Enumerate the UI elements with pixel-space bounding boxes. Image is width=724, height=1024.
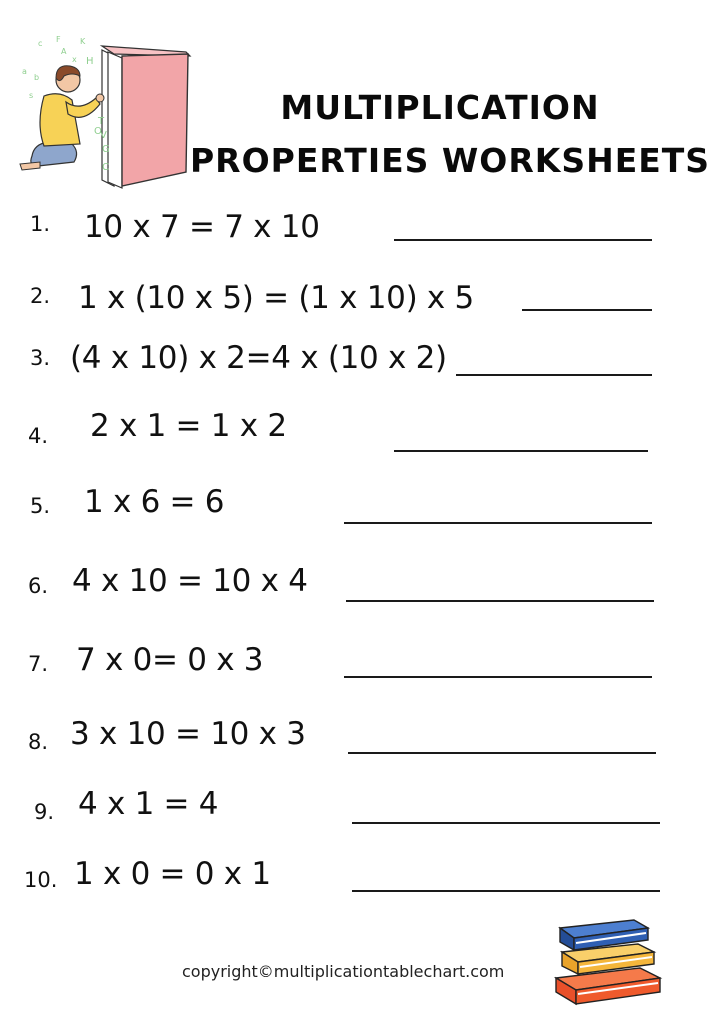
floating-letters — [22, 35, 86, 100]
letter: C — [102, 162, 109, 173]
problem-number: 1. — [30, 212, 51, 236]
book-stack-icon — [548, 912, 666, 1008]
letter: V — [100, 130, 107, 141]
problem-number: 10. — [24, 868, 58, 892]
answer-line[interactable] — [352, 822, 660, 824]
answer-line[interactable] — [394, 239, 652, 241]
letter: G — [102, 144, 110, 155]
letter: O — [94, 126, 102, 137]
answer-line[interactable] — [394, 450, 648, 452]
problem-number: 4. — [28, 424, 49, 448]
problem-equation: 1 x 6 = 6 — [84, 484, 225, 520]
problem-equation: 4 x 10 = 10 x 4 — [72, 563, 308, 599]
problem-equation: 10 x 7 = 7 x 10 — [84, 209, 320, 245]
letter: T — [98, 116, 105, 127]
copyright-footer: copyright©multiplicationtablechart.com — [182, 962, 505, 981]
boy-figure — [20, 66, 104, 170]
letter: x — [72, 55, 77, 64]
worksheet-title-line-1: MULTIPLICATION — [280, 88, 600, 127]
problem-number: 6. — [28, 574, 49, 598]
problem-number: 8. — [28, 730, 49, 754]
problem-number: 2. — [30, 284, 51, 308]
answer-line[interactable] — [346, 600, 654, 602]
problem-number: 9. — [34, 800, 55, 824]
answer-line[interactable] — [348, 752, 656, 754]
problem-number: 3. — [30, 346, 51, 370]
letter: s — [29, 91, 34, 100]
answer-line[interactable] — [456, 374, 652, 376]
problem-equation: 4 x 1 = 4 — [78, 786, 219, 822]
letter: K — [80, 37, 86, 46]
problem-equation: 2 x 1 = 1 x 2 — [90, 408, 287, 444]
problem-equation: (4 x 10) x 2=4 x (10 x 2) — [70, 340, 447, 376]
problem-equation: 1 x 0 = 0 x 1 — [74, 856, 271, 892]
answer-line[interactable] — [344, 676, 652, 678]
letter: F — [56, 35, 61, 44]
answer-line[interactable] — [352, 890, 660, 892]
answer-line[interactable] — [522, 309, 652, 311]
problem-number: 5. — [30, 494, 51, 518]
boy-reading-book-illustration — [14, 34, 194, 192]
answer-line[interactable] — [344, 522, 652, 524]
letter: A — [61, 47, 67, 56]
letter: H — [86, 56, 94, 67]
problem-equation: 3 x 10 = 10 x 3 — [70, 716, 306, 752]
letter: b — [34, 73, 40, 82]
letter: a — [22, 67, 27, 76]
problem-equation: 7 x 0= 0 x 3 — [76, 642, 264, 678]
problem-equation: 1 x (10 x 5) = (1 x 10) x 5 — [78, 280, 474, 316]
problem-number: 7. — [28, 652, 49, 676]
worksheet-title-line-2: PROPERTIES WORKSHEETS — [190, 141, 711, 180]
letter: c — [38, 39, 43, 48]
